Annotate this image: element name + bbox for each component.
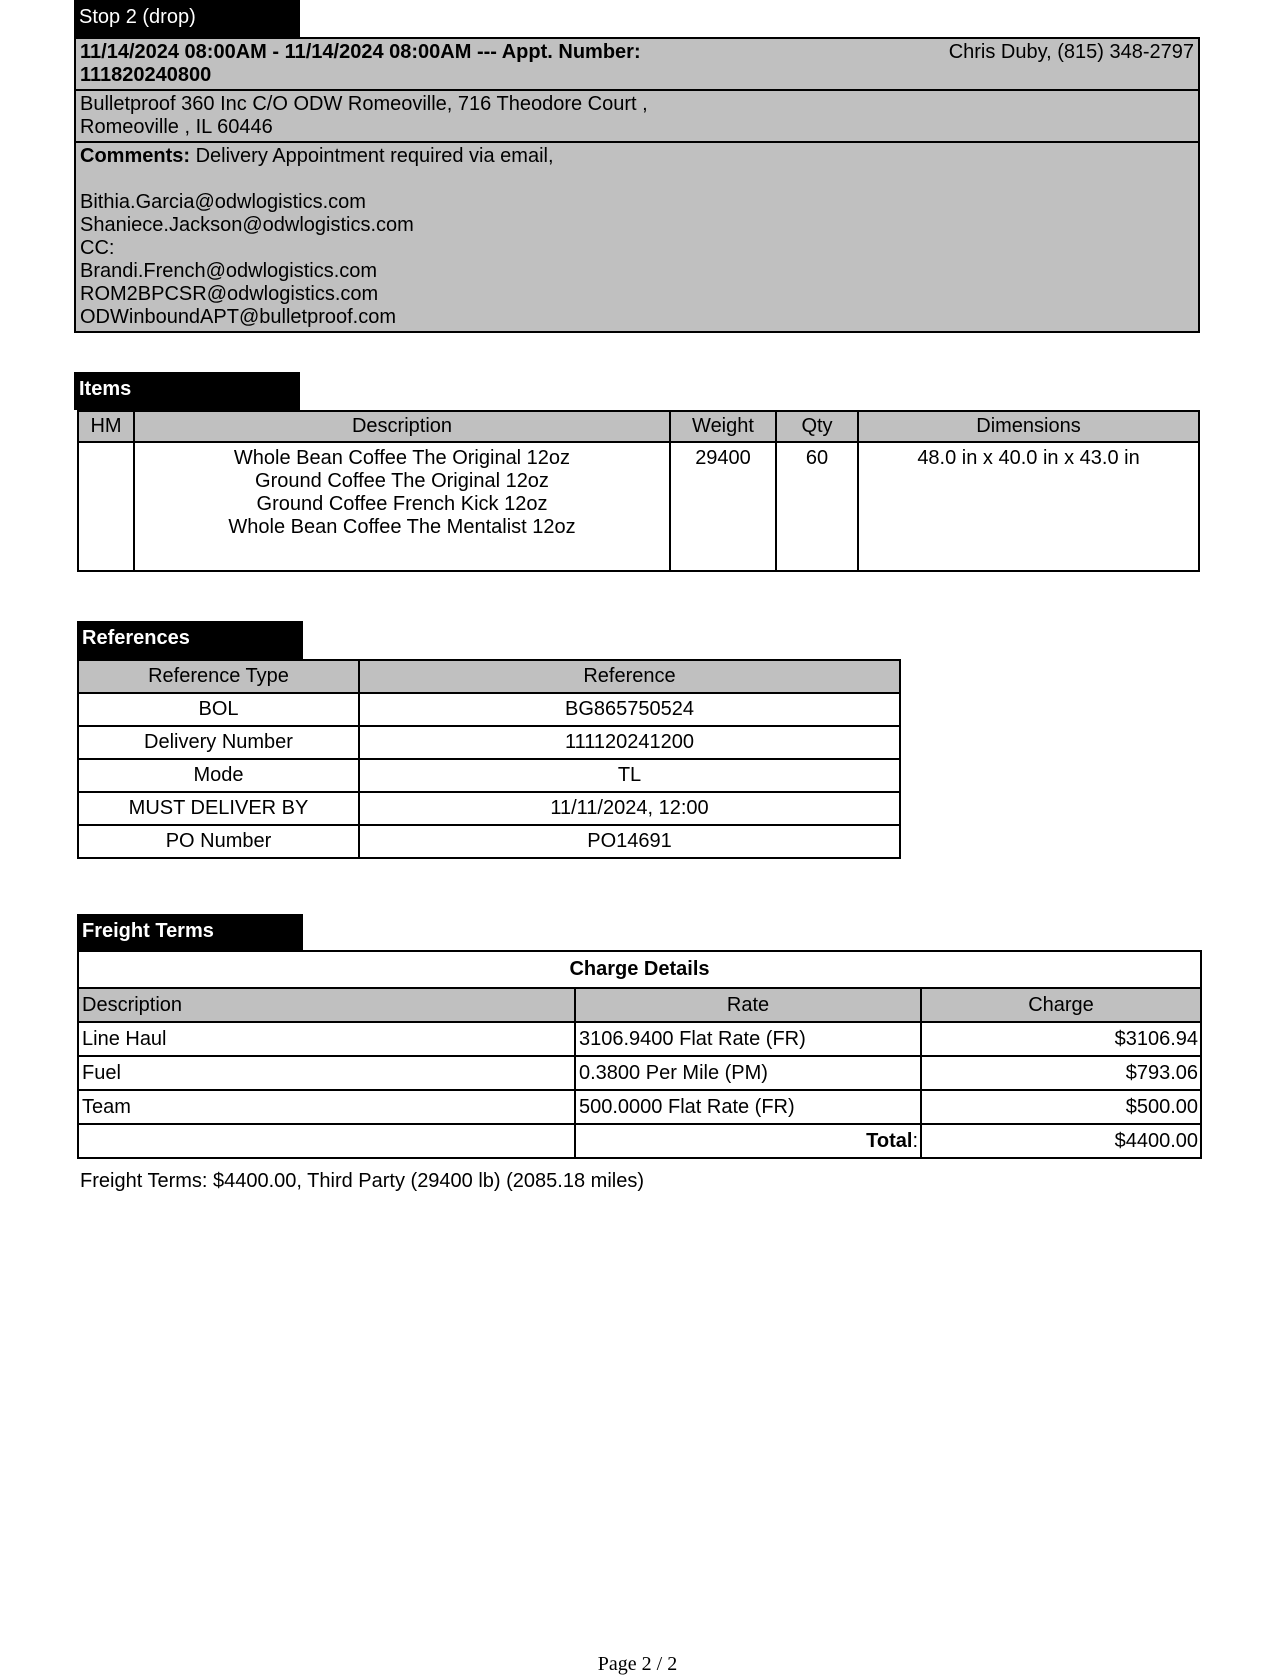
item-description-line: Ground Coffee The Original 12oz (255, 470, 549, 492)
charge-details-table (77, 950, 1202, 1159)
stop-schedule-row (76, 39, 1198, 91)
table-row (78, 726, 900, 759)
reference-type: Mode (78, 759, 359, 792)
page-number: Page 2 / 2 (597, 1653, 678, 1675)
address-line-1: Bulletproof 360 Inc C/O ODW Romeoville, 716 Theodore Court , (80, 93, 648, 115)
reference-value: PO14691 (359, 825, 900, 858)
charge-description: Line Haul (78, 1022, 575, 1056)
item-qty: 60 (776, 442, 858, 571)
references-section-label: References (77, 621, 303, 659)
table-row (78, 792, 900, 825)
header-charge-description: Description (78, 988, 575, 1022)
header-weight: Weight (670, 411, 776, 442)
stop-section-label: Stop 2 (drop) (74, 0, 300, 38)
table-row (78, 442, 1199, 571)
header-charge: Charge (921, 988, 1201, 1022)
email-line: Brandi.French@odwlogistics.com (80, 260, 378, 282)
items-table (77, 410, 1200, 572)
charge-rate: 0.3800 Per Mile (PM) (575, 1056, 921, 1090)
cc-label: CC: (80, 237, 115, 259)
reference-value: 11/11/2024, 12:00 (359, 792, 900, 825)
table-row (78, 693, 900, 726)
header-reference-type: Reference Type (78, 660, 359, 693)
stop-comments-row (76, 143, 1198, 331)
item-description-line: Whole Bean Coffee The Original 12oz (233, 447, 571, 469)
reference-value: TL (359, 759, 900, 792)
charge-rate: 500.0000 Flat Rate (FR) (575, 1090, 921, 1124)
table-row (78, 1022, 1201, 1056)
item-description-line: Whole Bean Coffee The Mentalist 12oz (228, 516, 576, 538)
total-value: $4400.00 (921, 1124, 1201, 1158)
email-line: Shaniece.Jackson@odwlogistics.com (80, 214, 414, 236)
header-reference: Reference (359, 660, 900, 693)
total-label-cell (575, 1124, 921, 1158)
comments-text: Delivery Appointment required via email, (195, 145, 554, 167)
item-weight: 29400 (670, 442, 776, 571)
total-label: Total (866, 1129, 913, 1152)
address-line-2: Romeoville , IL 60446 (80, 116, 273, 138)
reference-type: Delivery Number (78, 726, 359, 759)
item-description-line: Ground Coffee French Kick 12oz (256, 493, 548, 515)
total-row (78, 1124, 1201, 1158)
charge-details-title: Charge Details (78, 951, 1201, 988)
charge-rate: 3106.9400 Flat Rate (FR) (575, 1022, 921, 1056)
items-section-label: Items (74, 372, 300, 410)
email-line: ODWinboundAPT@bulletproof.com (80, 306, 396, 328)
header-hm: HM (78, 411, 134, 442)
freight-terms-note: Freight Terms: $4400.00, Third Party (29400 lb) (2085.18 miles) (80, 1170, 644, 1192)
header-description: Description (134, 411, 670, 442)
charge-amount: $3106.94 (921, 1022, 1201, 1056)
appointment-schedule: 11/14/2024 08:00AM - 11/14/2024 08:00AM --- Appt. Number: 111820240800 (80, 41, 641, 86)
header-qty: Qty (776, 411, 858, 442)
item-hm (78, 442, 134, 571)
header-rate: Rate (575, 988, 921, 1022)
reference-type: PO Number (78, 825, 359, 858)
stop-address-row (76, 91, 1198, 143)
charge-amount: $793.06 (921, 1056, 1201, 1090)
charge-amount: $500.00 (921, 1090, 1201, 1124)
item-description (134, 442, 670, 571)
charge-description: Fuel (78, 1056, 575, 1090)
total-colon: : (912, 1129, 918, 1152)
table-row (78, 759, 900, 792)
reference-value: BG865750524 (359, 693, 900, 726)
reference-type: BOL (78, 693, 359, 726)
table-row (78, 1090, 1201, 1124)
reference-type: MUST DELIVER BY (78, 792, 359, 825)
table-row (78, 1056, 1201, 1090)
stop-contact: Chris Duby, (815) 348-2797 (948, 41, 1194, 63)
item-dimensions: 48.0 in x 40.0 in x 43.0 in (858, 442, 1199, 571)
references-table (77, 659, 901, 859)
email-line: Bithia.Garcia@odwlogistics.com (80, 191, 366, 213)
freight-section-label: Freight Terms (77, 914, 303, 952)
total-empty-cell (78, 1124, 575, 1158)
reference-value: 111120241200 (359, 726, 900, 759)
comments-label: Comments: (80, 145, 191, 167)
stop-details-box (74, 37, 1200, 333)
table-row (78, 825, 900, 858)
header-dimensions: Dimensions (858, 411, 1199, 442)
email-line: ROM2BPCSR@odwlogistics.com (80, 283, 379, 305)
charge-description: Team (78, 1090, 575, 1124)
